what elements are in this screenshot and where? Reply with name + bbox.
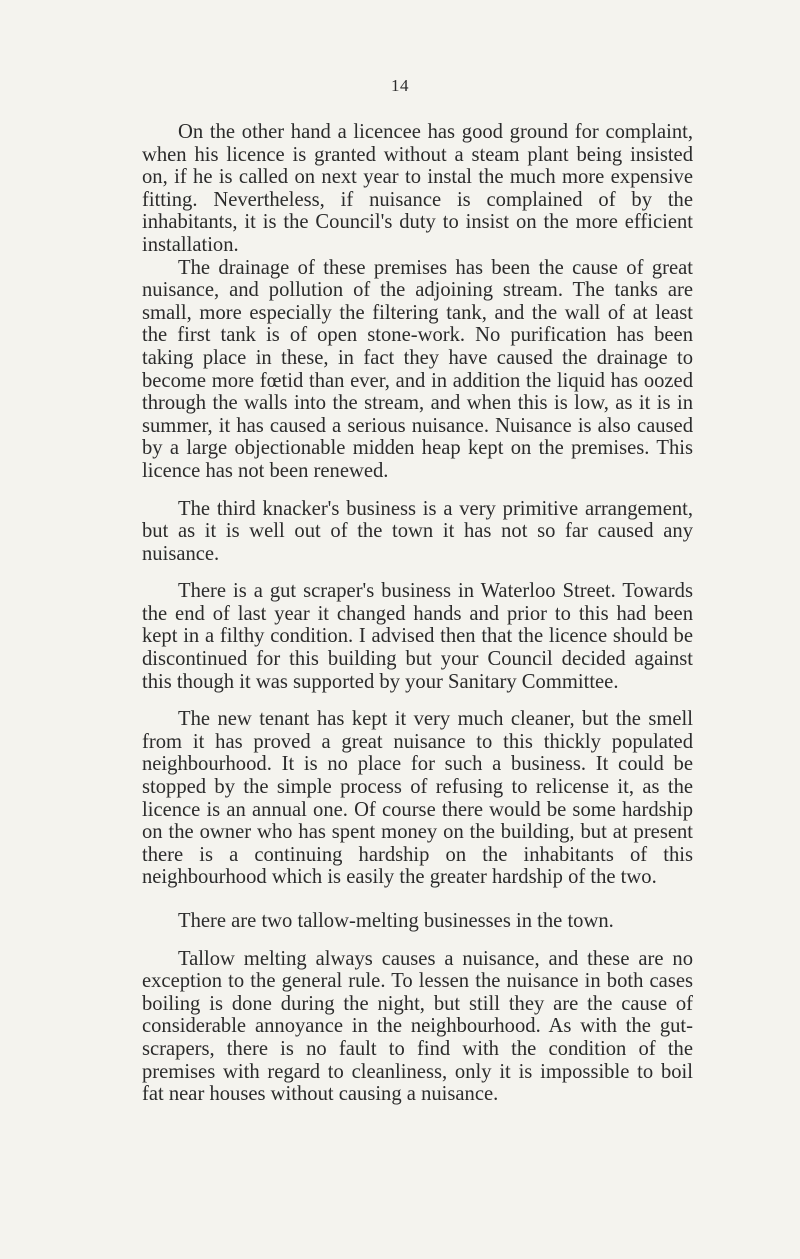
paragraph-licencee-complaint: On the other hand a licencee has good ground for complaint, when his licence is granted without a steam plant being insisted on, if he is called on next year to instal the much more expensive fitting. Nevertheless, if nuisance is complained of by the inhabitants, it is the Council's duty to insist on the more efficient installation.	[142, 121, 693, 256]
page-number: 14	[391, 76, 409, 95]
paragraph-new-tenant: The new tenant has kept it very much cleaner, but the smell from it has proved a great nuisance to this thickly populated neighbourhood. It is no place for such a business. It could be stopped by the simple process of refusing to relicense it, as the licence is an annual one. Of course there would be some hardship on the owner who has spent money on the building, but at present there is a continuing hardship on the inhabitants of this neighbourhood which is easily the greater hardship of the two.	[142, 708, 693, 889]
paragraph-drainage-nuisance: The drainage of these premises has been the cause of great nuisance, and pollution of the adjoining stream. The tanks are small, more especially the filtering tank, and the wall of at least the first tank is of open stone-work. No purification has been taking place in these, in fact they have caused the drainage to become more fœtid than ever, and in addition the liquid has oozed through the walls into the stream, and when this is low, as it is in summer, it has caused a serious nuisance. Nuisance is also caused by a large objectionable midden heap kept on the premises. This licence has not been renewed.	[142, 256, 693, 482]
paragraph-tallow-businesses: There are two tallow-melting businesses in the town.	[178, 910, 614, 932]
paragraph-tallow-melting: Tallow melting always causes a nuisance, and these are no exception to the general rule. To lessen the nuisance in both cases boiling is done during the night, but still they are the cause of considerable annoyance in the neighbourhood. As with the gut-scrapers, there is no fault to find with the condition of the premises with regard to cleanliness, only it is impossible to boil fat near houses without causing a nuisance.	[142, 947, 693, 1106]
paragraph-third-knacker: The third knacker's business is a very primitive arrangement, but as it is well out of the town it has not so far caused any nuisance.	[142, 497, 693, 565]
body-text	[142, 121, 693, 1106]
paragraph-gut-scraper: There is a gut scraper's business in Waterloo Street. Towards the end of last year it changed hands and prior to this had been kept in a filthy condition. I advised then that the licence should be discontinued for this building but your Council decided against this though it was supported by your Sanitary Committee.	[142, 580, 693, 693]
